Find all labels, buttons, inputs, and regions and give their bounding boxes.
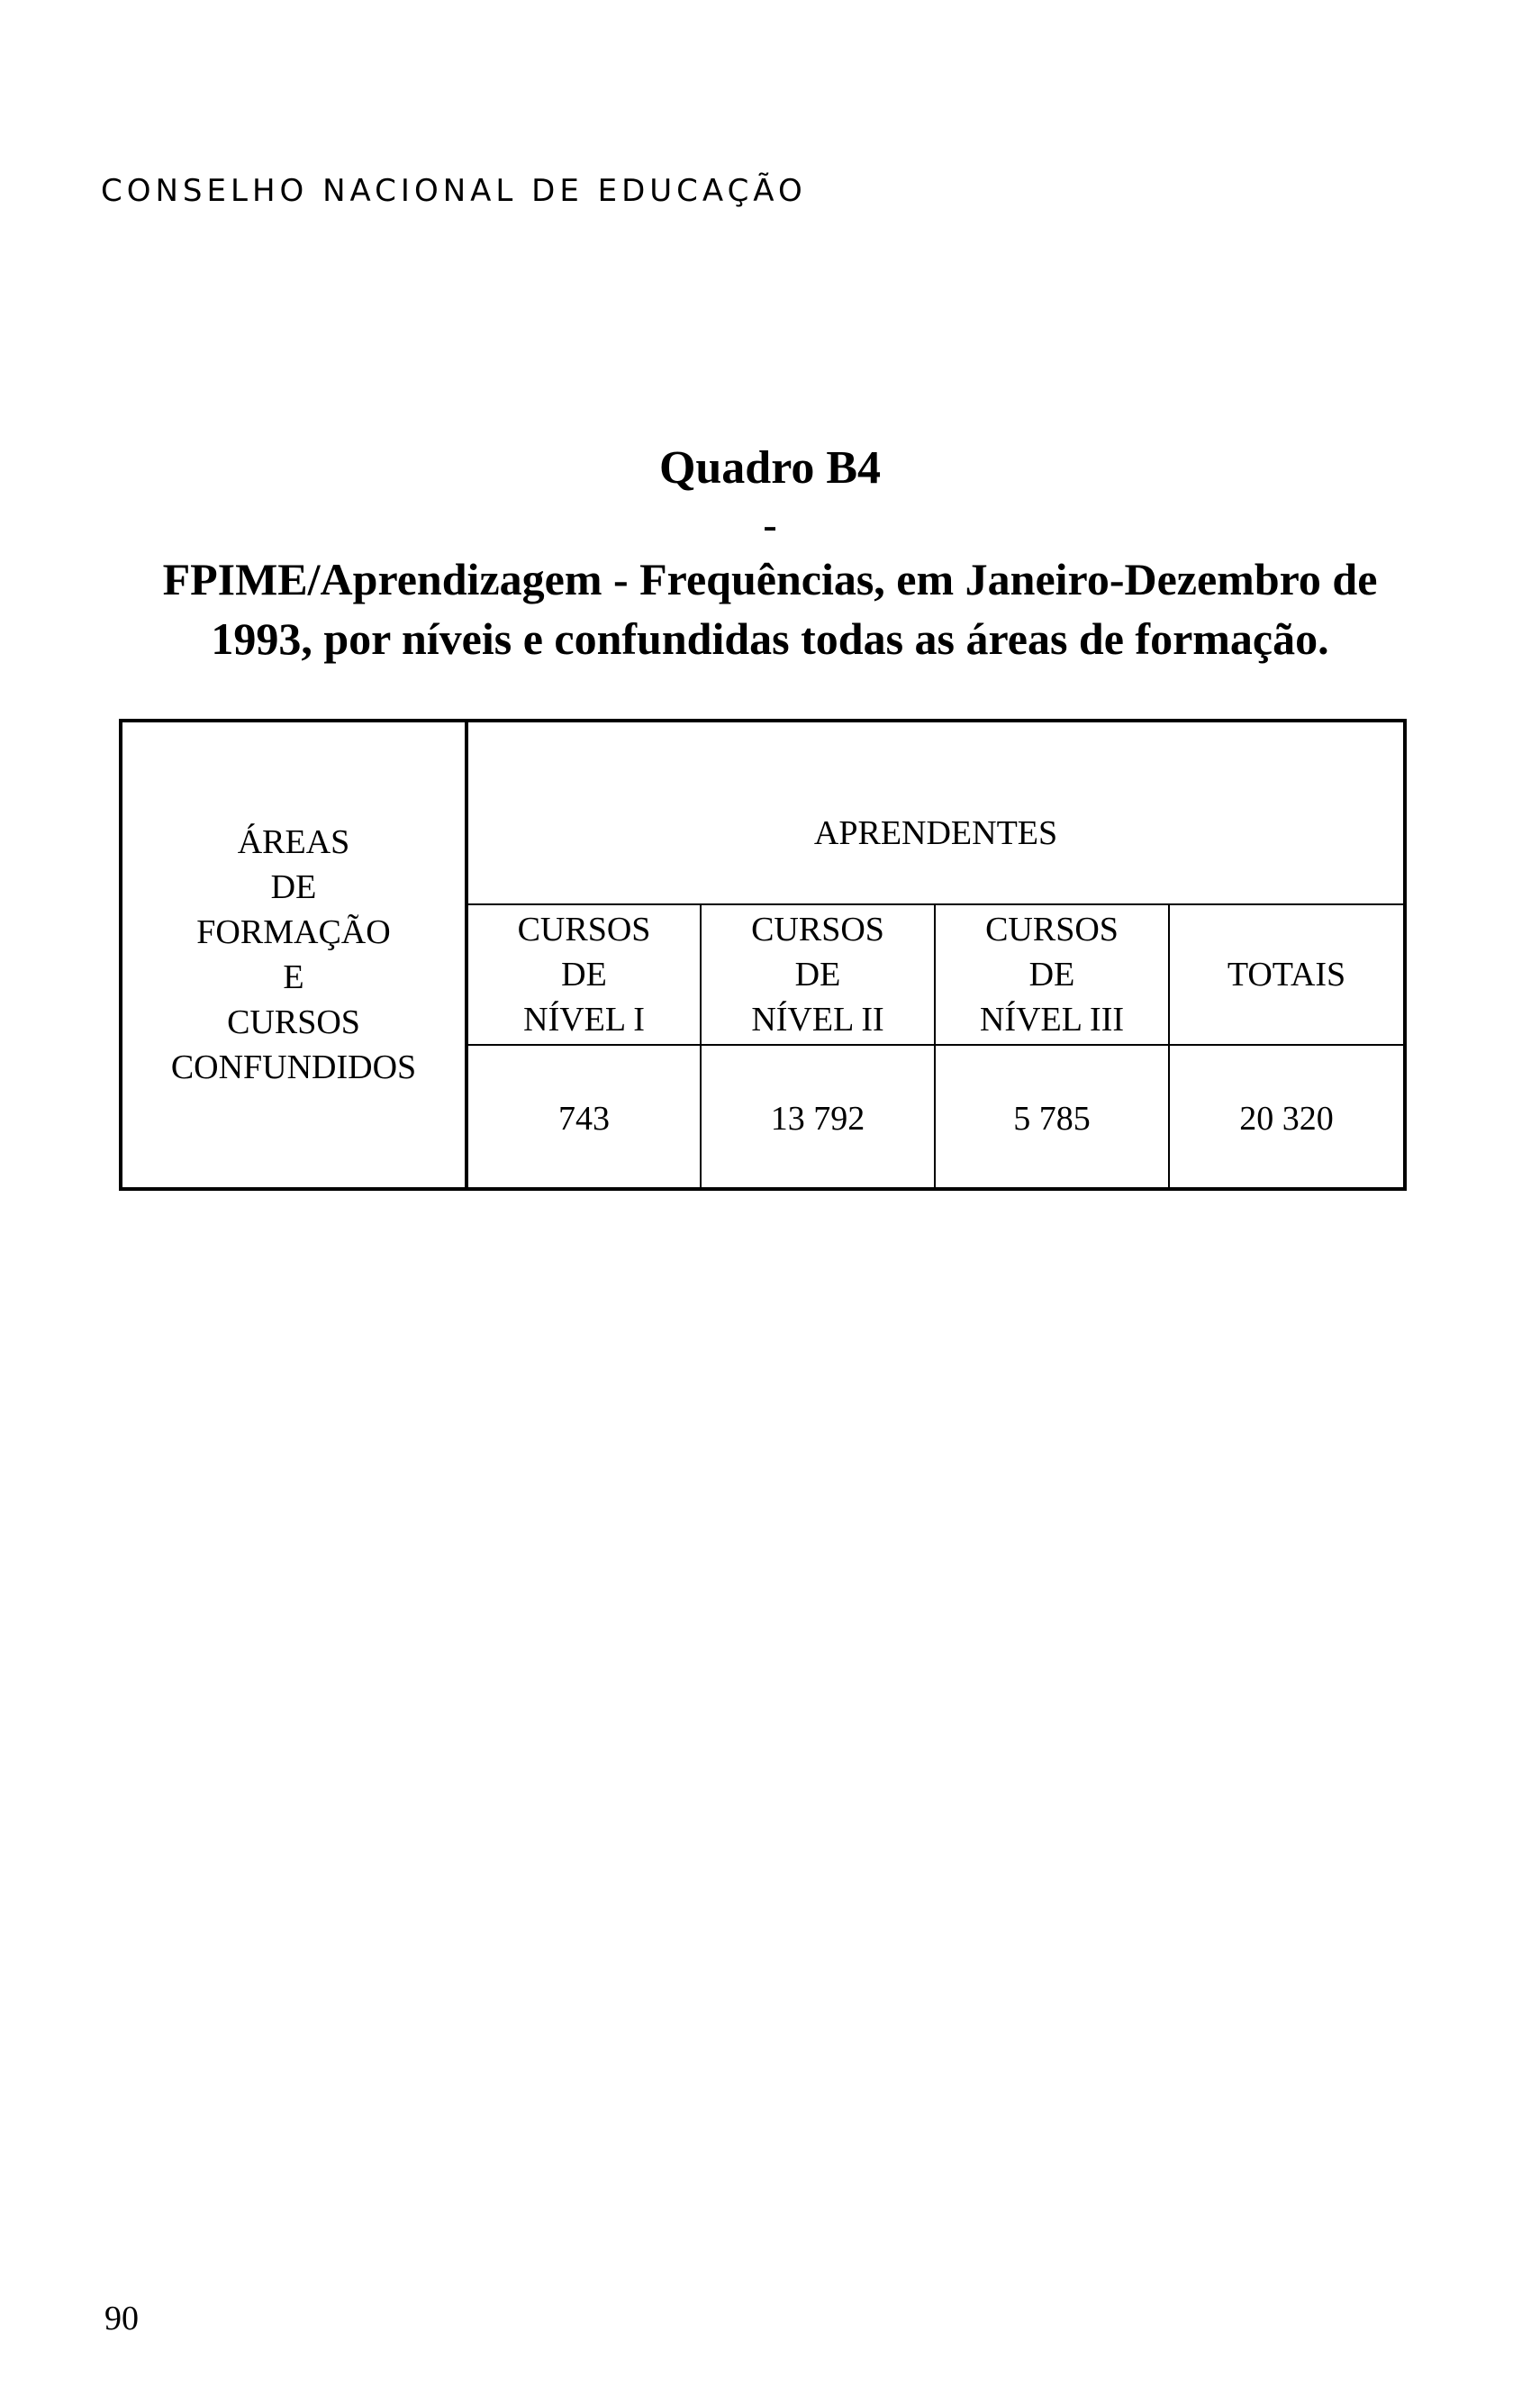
column-header-line: DE: [794, 956, 841, 994]
table-number-title: Quadro B4: [658, 442, 882, 494]
frequencies-table: [119, 719, 1407, 1191]
column-header-line: CURSOS: [985, 911, 1119, 948]
page-number: 90: [104, 2300, 139, 2337]
aprendentes-header: APRENDENTES: [813, 814, 1058, 852]
column-header-line: DE: [561, 956, 607, 994]
value-nivel-2: 13 792: [701, 1045, 935, 1189]
column-header-line: CURSOS: [517, 911, 651, 948]
areas-header-line: DE: [270, 868, 317, 906]
areas-header-line: E: [283, 958, 304, 996]
areas-header-line: ÁREAS: [237, 823, 350, 861]
value-nivel-1: 743: [467, 1045, 701, 1189]
title-separator: -: [763, 502, 777, 548]
column-header-nivel-1: [467, 904, 701, 1045]
column-header-line: NÍVEL I: [523, 1001, 645, 1039]
aprendentes-header-cell: [467, 721, 1405, 904]
areas-header-line: FORMAÇÃO: [196, 913, 391, 951]
areas-header-line: CONFUNDIDOS: [170, 1048, 417, 1086]
column-header-nivel-2: [701, 904, 935, 1045]
running-header: CONSELHO NACIONAL DE EDUCAÇÃO: [101, 173, 807, 209]
column-header-line: NÍVEL III: [979, 1001, 1124, 1039]
caption-line-2: 1993, por níveis e confundidas todas as áreas de formação.: [211, 613, 1329, 664]
column-header-line: DE: [1028, 956, 1075, 994]
areas-header-line: CURSOS: [227, 1003, 360, 1041]
value-totais: 20 320: [1169, 1045, 1405, 1189]
areas-header-cell: [121, 721, 467, 1189]
column-header-totais: [1169, 904, 1405, 1045]
column-header-line: NÍVEL II: [751, 1001, 884, 1039]
value-nivel-3: 5 785: [935, 1045, 1169, 1189]
column-header-line: CURSOS: [751, 911, 884, 948]
table-caption: [135, 549, 1405, 668]
column-header-nivel-3: [935, 904, 1169, 1045]
column-header-line: TOTAIS: [1227, 956, 1346, 994]
caption-line-1: FPIME/Aprendizagem - Frequências, em Janeiro-Dezembro de: [162, 554, 1378, 604]
